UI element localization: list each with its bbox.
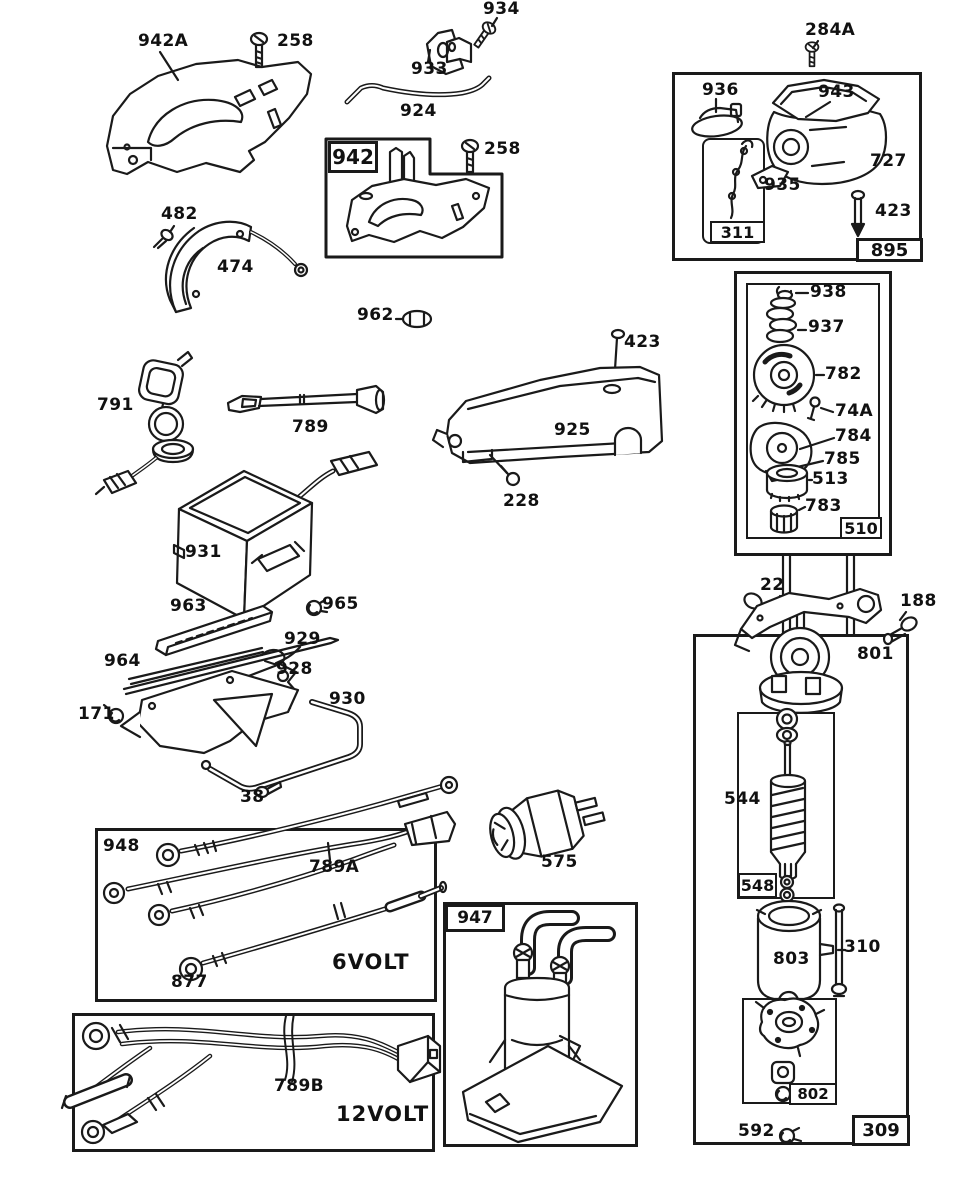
part-label-474: 474 [217,257,254,277]
part-label-948: 948 [103,836,140,856]
pin-482-drawing [154,226,174,248]
part-label-544: 544 [724,789,761,809]
part-label-782: 782 [825,364,862,384]
solenoid-947-drawing [463,918,622,1142]
tag-895 [856,238,923,262]
tag-311 [710,221,765,243]
part-label-513: 513 [812,469,849,489]
tag-548-text: 548 [740,876,775,895]
wire-311-drawing [729,140,752,218]
tag-309-text: 309 [862,1120,900,1141]
part-label-934: 934 [483,0,520,19]
cover-925-drawing [433,330,662,485]
part-label-592: 592 [738,1121,775,1141]
part-label-928: 928 [276,659,313,679]
part-label-924: 924 [400,101,437,121]
screw-258-942-drawing [462,140,478,172]
part-label-791: 791 [97,395,134,415]
tag-942 [328,141,378,173]
part-label-965: 965 [322,594,359,614]
part-label-789b: 789B [274,1076,325,1096]
part-label-258-top: 258 [277,31,314,51]
part-label-942a: 942A [138,31,189,51]
tag-802 [789,1083,837,1105]
part-label-784: 784 [835,426,872,446]
tag-510 [840,517,882,539]
rod-789-drawing [228,386,384,413]
part-label-423-925: 423 [624,332,661,352]
spring-937-drawing [767,291,806,342]
part-label-575: 575 [541,852,578,872]
part-label-925: 925 [554,420,591,440]
tag-942-text: 942 [332,145,374,169]
link-924-drawing [347,78,489,102]
grommet-962-drawing [396,311,431,327]
screw-592-drawing [780,1128,801,1143]
part-label-931: 931 [185,542,222,562]
part-label-727: 727 [870,151,907,171]
caption-6volt: 6VOLT [332,950,410,974]
tag-548 [738,873,777,898]
washers-548-drawing [781,876,794,902]
part-label-963: 963 [170,596,207,616]
part-label-74a: 74A [835,401,874,421]
part-label-943: 943 [818,82,855,102]
tag-947 [445,904,505,932]
part-label-935: 935 [764,175,801,195]
part-label-962: 962 [357,305,394,325]
tag-802-text: 802 [797,1085,829,1103]
key-791-drawing [96,352,193,494]
part-label-22: 22 [760,575,785,595]
part-label-482: 482 [161,204,198,224]
part-label-803: 803 [773,949,810,969]
part-label-171: 171 [78,704,115,724]
part-label-929: 929 [284,629,321,649]
part-label-930: 930 [329,689,366,709]
endcap-801-drawing [735,589,881,742]
part-label-423-895: 423 [875,201,912,221]
part-label-310: 310 [844,937,881,957]
part-label-789: 789 [292,417,329,437]
tag-895-text: 895 [870,239,909,261]
tag-947-text: 947 [457,908,493,928]
caption-12volt: 12VOLT [336,1102,430,1126]
part-label-938: 938 [810,282,847,302]
part-label-284a: 284A [805,20,856,40]
cover-936-drawing [691,99,743,139]
part-label-228: 228 [503,491,540,511]
part-label-801: 801 [857,644,894,664]
armature-544-drawing [771,741,805,892]
pinion-783-drawing [771,506,805,533]
bolt-423-895-drawing [852,191,864,236]
part-label-188: 188 [900,591,937,611]
part-label-38: 38 [240,787,265,807]
part-label-936: 936 [702,80,739,100]
tag-510-text: 510 [844,518,878,538]
bracket-942a-drawing [107,52,311,174]
part-label-783: 783 [805,496,842,516]
part-label-937: 937 [808,317,845,337]
tag-311-text: 311 [720,222,755,242]
part-label-933: 933 [411,59,448,79]
screw-284a-drawing [806,42,819,66]
part-label-964: 964 [104,651,141,671]
part-label-877: 877 [171,972,208,992]
pin-74a-drawing [808,398,833,421]
part-label-789a: 789A [309,857,360,877]
leader-934 [492,18,497,26]
part-label-785: 785 [824,449,861,469]
screw-258-top-drawing [251,33,267,67]
tag-309 [852,1115,910,1146]
part-label-258-942: 258 [484,139,521,159]
